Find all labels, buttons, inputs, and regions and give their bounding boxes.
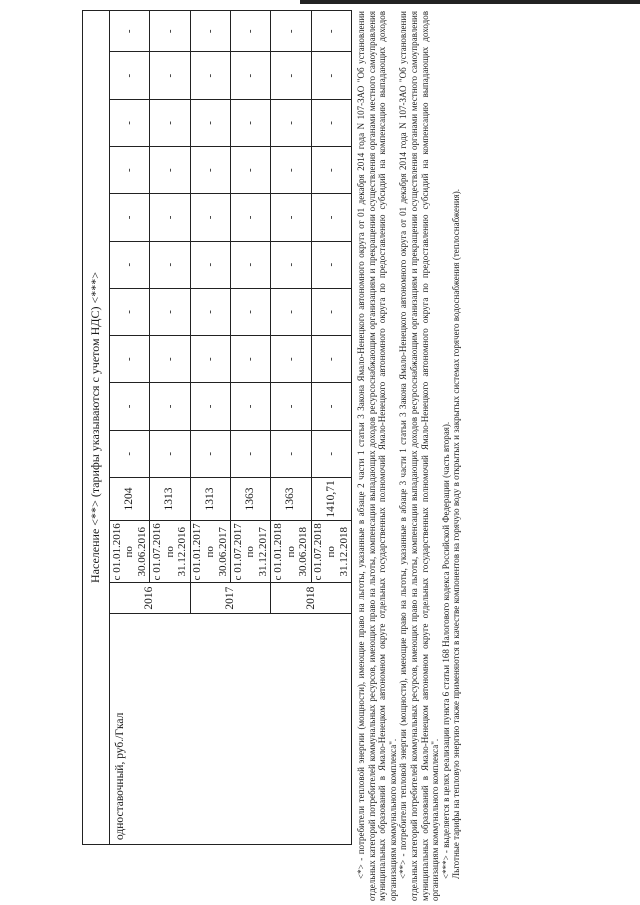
dash-cell: -: [190, 430, 230, 477]
dash-cell: -: [190, 336, 230, 383]
year-cell: 2018: [271, 583, 352, 613]
dash-cell: -: [110, 147, 150, 194]
dash-cell: -: [110, 288, 150, 335]
dash-cell: -: [230, 52, 270, 99]
year-cell: 2016: [110, 583, 191, 613]
dash-cell: -: [150, 430, 190, 477]
year-cell: 2017: [190, 583, 271, 613]
dash-cell: -: [150, 241, 190, 288]
dash-cell: -: [110, 383, 150, 430]
dash-cell: -: [230, 241, 270, 288]
dash-cell: -: [311, 52, 351, 99]
dash-cell: -: [271, 241, 311, 288]
tariff-table: [82, 10, 352, 845]
dash-cell: -: [110, 430, 150, 477]
dash-cell: -: [190, 194, 230, 241]
dash-cell: -: [311, 194, 351, 241]
dash-cell: -: [110, 11, 150, 52]
dash-cell: -: [230, 383, 270, 430]
dash-cell: -: [271, 11, 311, 52]
period-cell: с 01.07.2017 по 31.12.2017: [230, 521, 270, 583]
dash-cell: -: [311, 147, 351, 194]
value-cell: 1313: [190, 477, 230, 520]
dash-cell: -: [190, 99, 230, 146]
dash-cell: -: [230, 147, 270, 194]
dash-cell: -: [230, 336, 270, 383]
dash-cell: -: [271, 336, 311, 383]
period-cell: с 01.01.2018 по 30.06.2018: [271, 521, 311, 583]
dash-cell: -: [150, 11, 190, 52]
value-cell: 1204: [110, 477, 150, 520]
dash-cell: -: [311, 336, 351, 383]
dash-cell: -: [150, 194, 190, 241]
dash-cell: -: [110, 241, 150, 288]
dash-cell: -: [271, 383, 311, 430]
value-cell: 1313: [150, 477, 190, 520]
dash-cell: -: [230, 11, 270, 52]
dash-cell: -: [271, 52, 311, 99]
footnote: <*> - потребители тепловой энергии (мощности), имеющие право на льготы, указанные в абзаце 2 части 1 статьи 3 Закона Ямало-Ненецкого автономного округа от 01 декабря 2014 года N 107-ЗАО "Об установлении отдельных категорий потребителей коммунальных ресурсов, имеющих право на льготы, компенсации выпадающих доходов ресурсоснабжающим организациям и прекращении осуществления органами местного самоуправления муниципальных образований в Ямало-Ненецком автономном округе отдельных государственных полномочий Ямало-Ненецкого автономного округа по предоставлению субсидий на компенсацию выпадающих доходов организациям коммунального комплекса".: [356, 11, 398, 901]
dash-cell: -: [311, 383, 351, 430]
dash-cell: -: [110, 336, 150, 383]
dash-cell: -: [110, 52, 150, 99]
dash-cell: -: [311, 11, 351, 52]
dash-cell: -: [190, 241, 230, 288]
dash-cell: -: [271, 99, 311, 146]
dash-cell: -: [190, 52, 230, 99]
footnote: <**> - потребители тепловой энергии (мощности), имеющие право на льготы, указанные в абзаце 3 части 1 статьи 3 Закона Ямало-Ненецкого автономного округа от 01 декабря 2014 года N 107-ЗАО "Об установлении отдельных категорий потребителей коммунальных ресурсов, имеющих право на льготы, компенсации выпадающих доходов ресурсоснабжающим организациям и прекращении осуществления органами местного самоуправления муниципальных образований в Ямало-Ненецком автономном округе отдельных государственных полномочий Ямало-Ненецкого автономного округа по предоставлению субсидий на компенсацию выпадающих доходов организациям коммунального комплекса".: [398, 11, 441, 901]
period-cell: с 01.01.2017 по 30.06.2017: [190, 521, 230, 583]
footnote: <***> - выделяется в целях реализации пункта 6 статьи 168 Налогового кодекса Российской Федерации (часть вторая).: [440, 421, 451, 879]
footnotes: [356, 11, 462, 901]
dash-cell: -: [230, 288, 270, 335]
table-heading: Население <**> (тарифы указываются с учетом НДС) <***>: [83, 11, 110, 845]
dash-cell: -: [150, 288, 190, 335]
dash-cell: -: [150, 99, 190, 146]
dash-cell: -: [150, 52, 190, 99]
dash-cell: -: [110, 99, 150, 146]
table-row: [110, 11, 150, 845]
dash-cell: -: [311, 99, 351, 146]
period-cell: с 01.01.2016 по 30.06.2016: [110, 521, 150, 583]
footnote: Льготные тарифы на тепловую энергию также применяются в качестве компонентов на горячую воду в открытых и закрытых системах горячего водоснабжения (теплоснабжения).: [451, 188, 462, 879]
dash-cell: -: [150, 336, 190, 383]
dash-cell: -: [311, 241, 351, 288]
dash-cell: -: [190, 147, 230, 194]
value-cell: 1363: [271, 477, 311, 520]
dash-cell: -: [150, 147, 190, 194]
dash-cell: -: [271, 430, 311, 477]
dash-cell: -: [311, 288, 351, 335]
dash-cell: -: [190, 11, 230, 52]
dash-cell: -: [271, 147, 311, 194]
dash-cell: -: [190, 288, 230, 335]
value-cell: 1363: [230, 477, 270, 520]
period-cell: с 01.07.2018 по 31.12.2018: [311, 521, 351, 583]
period-cell: с 01.07.2016 по 31.12.2016: [150, 521, 190, 583]
unit-cell: одноставочный, руб./Гкал: [110, 613, 352, 844]
dash-cell: -: [230, 430, 270, 477]
dash-cell: -: [190, 383, 230, 430]
dash-cell: -: [271, 194, 311, 241]
dash-cell: -: [230, 194, 270, 241]
value-cell: 1410,71: [311, 477, 351, 520]
dash-cell: -: [271, 288, 311, 335]
dash-cell: -: [110, 194, 150, 241]
dash-cell: -: [230, 99, 270, 146]
dash-cell: -: [311, 430, 351, 477]
dash-cell: -: [150, 383, 190, 430]
